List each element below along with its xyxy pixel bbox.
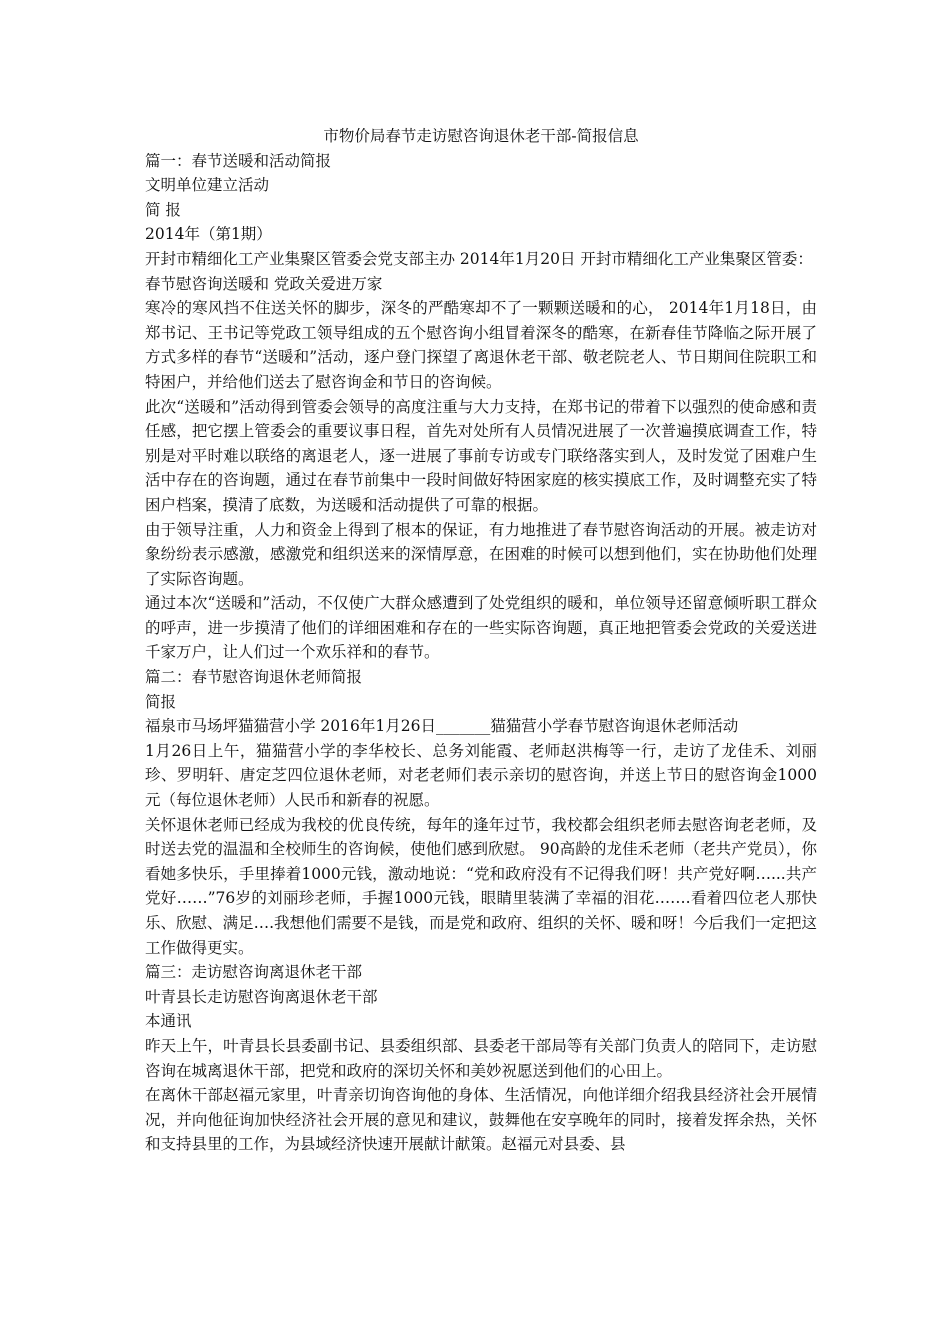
- paragraph: 寒冷的寒风挡不住送关怀的脚步，深冬的严酷寒却不了一颗颗送暖和的心， 2014年1月18日，由郑书记、王书记等党政工领导组成的五个慰咨询小组冒着深冬的酷寒，在新春佳节降临之际开展了方式多样的春节“送暖和”活动，逐户登门探望了离退休老干部、敬老院老人、节日期间住院职工和特困户，并给他们送去了慰咨询金和节日的咨询候。: [145, 299, 817, 391]
- paragraph: 1月26日上午，猫猫营小学的李华校长、总务刘能霞、老师赵洪梅等一行，走访了龙佳禾、刘丽珍、罗明轩、唐定芝四位退休老师，对老老师们表示亲切的慰咨询，并送上节日的慰咨询金1000元（每位退休老师）人民币和新春的祝愿。: [145, 741, 817, 810]
- paragraph: 由于领导注重，人力和资金上得到了根本的保证，有力地推进了春节慰咨询活动的开展。被走访对象纷纷表示感激，感激党和组织送来的深情厚意，在困难的时候可以想到他们，实在协助他们处理了实际咨询题。: [145, 520, 817, 588]
- article-headline: 春节慰咨询送暖和 党政关爱进万家: [145, 274, 383, 293]
- sponsor-line: 福泉市马场坪猫猫营小学 2016年1月26日_______猫猫营小学春节慰咨询退休老师活动: [145, 717, 739, 736]
- section-heading-1: 篇一：春节送暖和活动简报: [145, 151, 332, 170]
- sponsor-line: 开封市精细化工产业集聚区管委会党支部主办 2014年1月20日 开封市精细化工产业集聚区管委：: [145, 249, 813, 268]
- subheading: 本通讯: [145, 1012, 192, 1031]
- subheading: 简报: [145, 692, 177, 711]
- paragraph: 昨天上午，叶青县长县委副书记、县委组织部、县委老干部局等有关部门负责人的陪同下，走访慰咨询在城离退休干部，把党和政府的深切关怀和美妙祝愿送到他们的心田上。: [145, 1036, 817, 1080]
- subheading: 简 报: [145, 200, 181, 219]
- subheading: 文明单位建立活动: [145, 176, 270, 195]
- article-headline: 叶青县长走访慰咨询离退休老干部: [145, 987, 378, 1006]
- issue-line: 2014年（第1期）: [145, 225, 272, 244]
- document-title: 市物价局春节走访慰咨询退休老干部-简报信息: [323, 127, 639, 145]
- paragraph: 在离休干部赵福元家里，叶青亲切询咨询他的身体、生活情况，向他详细介绍我县经济社会开展情况，并向他征询加快经济社会开展的意见和建议，鼓舞他在安享晚年的同时，接着发挥余热，关怀和支持县里的工作，为县域经济快速开展献计献策。赵福元对县委、县: [145, 1086, 817, 1154]
- paragraph: 关怀退休老师已经成为我校的优良传统，每年的逢年过节，我校都会组织老师去慰咨询老老师，及时送去党的温温和全校师生的咨询候，使他们感到欣慰。 90高龄的龙佳禾老师（老共产党员），你看她多快乐，手里捧着1000元钱，激动地说：“党和政府没有不记得我们呀！共产党好啊…...共产党好……”76岁的刘丽珍老师，手握1000元钱，眼睛里装满了幸福的泪花…….看着四位老人那快乐、欣慰、满足….我想他们需要不是钱，而是党和政府、组织的关怀、暖和呀！今后我们一定把这工作做得更实。: [145, 815, 817, 957]
- document-page: [145, 124, 817, 1157]
- section-heading-3: 篇三：走访慰咨询离退休老干部: [145, 963, 363, 982]
- section-heading-2: 篇二：春节慰咨询退休老师简报: [145, 668, 363, 687]
- paragraph: 通过本次“送暖和”活动，不仅使广大群众感遭到了处党组织的暖和，单位领导还留意倾听职工群众的呼声，进一步摸清了他们的详细困难和存在的一些实际咨询题，真正地把管委会党政的关爱送进千家万户，让人们过一个欢乐祥和的春节。: [145, 594, 817, 662]
- paragraph: 此次“送暖和”活动得到管委会领导的高度注重与大力支持，在郑书记的带着下以强烈的使命感和责任感，把它摆上管委会的重要议事日程，首先对处所有人员情况进展了一次普遍摸底调查工作，特别是对平时难以联络的离退老人，逐一进展了事前专访或专门联络落实到人，及时发觉了困难户生活中存在的咨询题，通过在春节前集中一段时间做好特困家庭的核实摸底工作，及时调整充实了特困户档案，摸清了底数，为送暖和活动提供了可靠的根据。: [145, 397, 817, 514]
